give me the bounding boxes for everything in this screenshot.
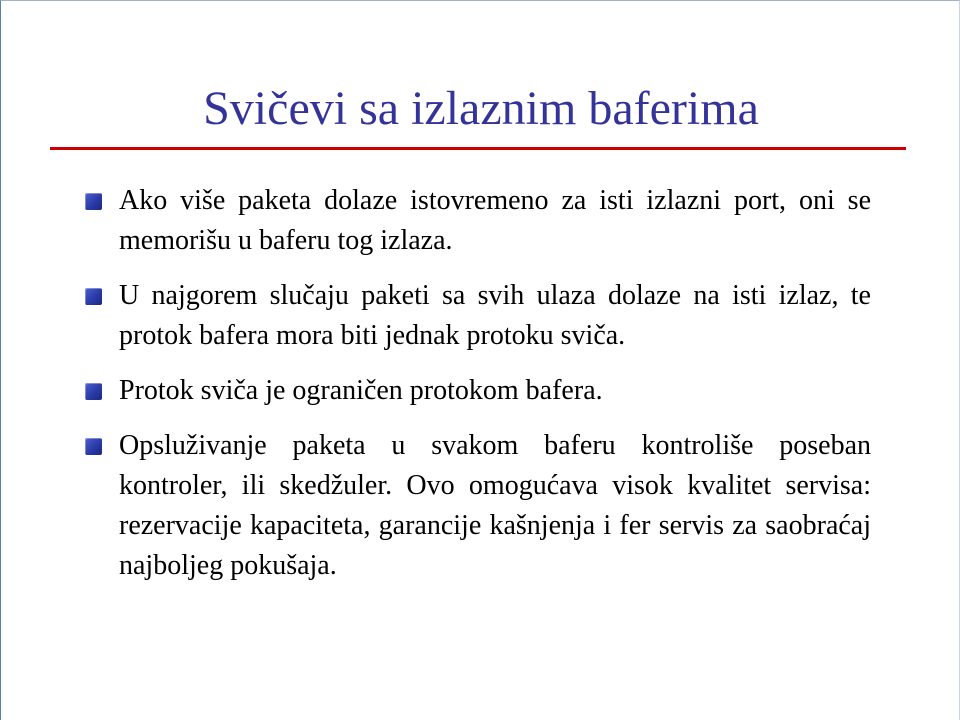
bullet-text: Opsluživanje paketa u svakom baferu kontroliše poseban kontroler, ili skedžuler. Ovo omogućava visok kvalitet servisa: rezervacije kapaciteta, garancije kašnjenja i fer servis za saobraćaj najboljeg pokušaja. [119, 430, 871, 581]
bullet-text: U najgorem slučaju paketi sa svih ulaza dolaze na isti izlaz, te protok bafera mora biti jednak protoku sviča. [119, 280, 871, 351]
bullet-list [81, 181, 871, 601]
square-bullet-icon [85, 193, 102, 210]
square-bullet-icon [85, 383, 102, 400]
bullet-item [81, 426, 871, 586]
slide-title: Svičevi sa izlaznim baferima [203, 82, 759, 135]
bullet-item [81, 276, 871, 356]
bullet-item [81, 371, 871, 411]
bullet-item [81, 181, 871, 261]
bullet-text: Protok sviča je ograničen protokom bafera. [119, 375, 603, 406]
title-underline [50, 147, 906, 150]
square-bullet-icon [85, 288, 102, 305]
square-bullet-icon [85, 438, 102, 455]
bullet-text: Ako više paketa dolaze istovremeno za isti izlazni port, oni se memorišu u baferu tog izlaza. [119, 185, 871, 256]
